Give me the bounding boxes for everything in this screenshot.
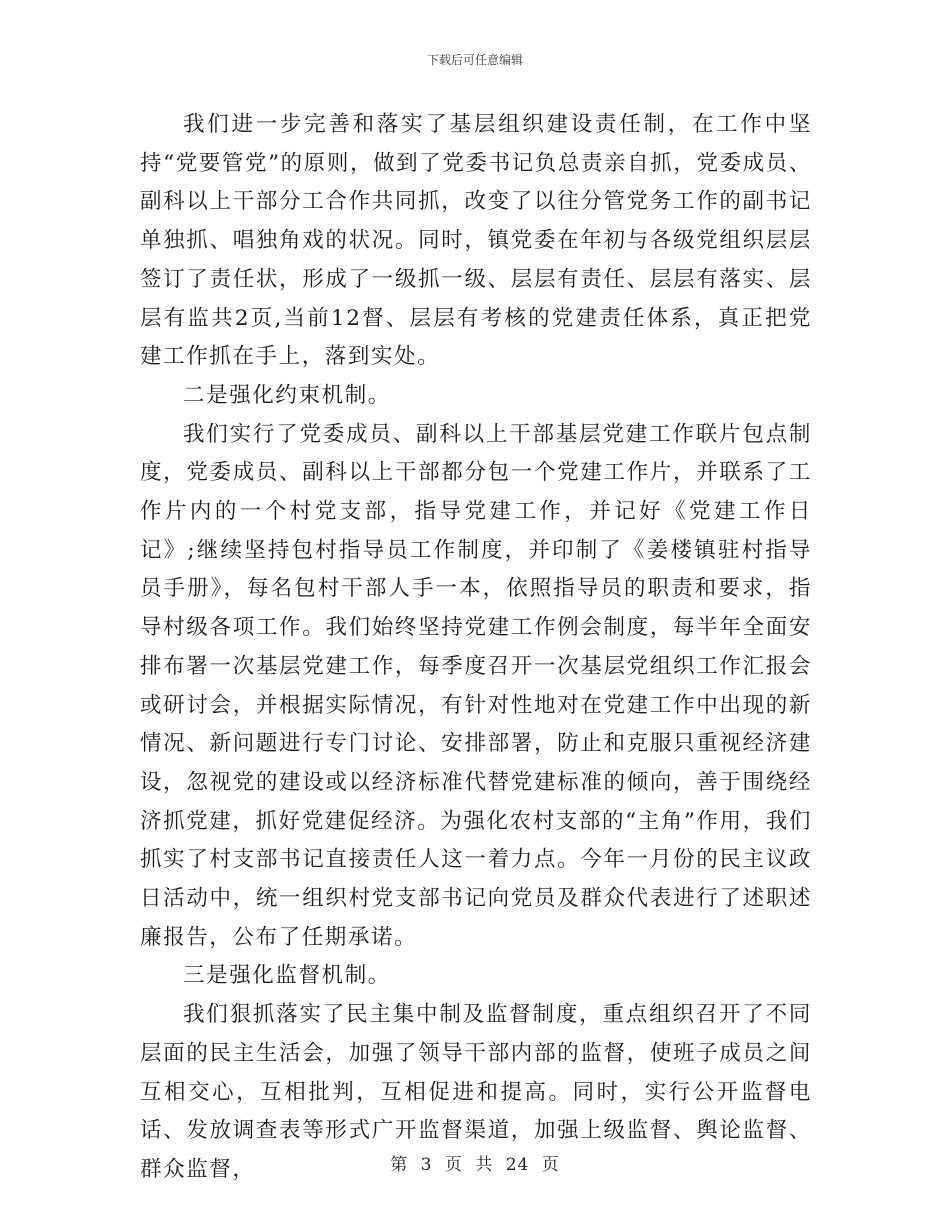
paragraph-constraint-mechanism: 我们实行了党委成员、副科以上干部基层党建工作联片包点制度，党委成员、副科以上干部都分包一个党建工作片，并联系了工作片内的一个村党支部，指导党建工作，并记好《党建工作日记》;继续坚持包村指导员工作制度，并印制了《姜楼镇驻村指导员手册》，每名包村干部人手一本，依照指导员的职责和要求，指导村级各项工作。我们始终坚持党建工作例会制度，每半年全面安排布署一次基层党建工作，每季度召开一次基层党组织工作汇报会或研讨会，并根据实际情况，有针对性地对在党建工作中出现的新情况、新问题进行专门讨论、安排部署，防止和克服只重视经济建设，忽视党的建设或以经济标准代替党建标准的倾向，善于围绕经济抓党建，抓好党建促经济。为强化农村支部的“主角”作用，我们抓实了村支部书记直接责任人这一着力点。今年一月份的民主议政日活动中，统一组织村党支部书记向党员及群众代表进行了述职述廉报告，公布了任期承诺。 [140,421,812,950]
document-body [140,106,812,1190]
section-heading-constraint-mechanism: 二是强化约束机制。 [183,382,391,408]
paragraph-responsibility-system: 我们进一步完善和落实了基层组织建设责任制，在工作中坚持“党要管党”的原则，做到了党委书记负总责亲自抓，党委成员、副科以上干部分工合作共同抓，改变了以往分管党务工作的副书记单独抓、唱独角戏的状况。同时，镇党委在年初与各级党组织层层签订了责任状，形成了一级抓一级、层层有责任、层层有落实、层层有监共2页,当前12督、层层有考核的党建责任体系，真正把党建工作抓在手上，落到实处。 [140,112,812,370]
page-number-footer: 第 3 页 共 24 页 [390,1155,560,1175]
section-heading-supervision-mechanism: 三是强化监督机制。 [183,963,391,989]
page-header-note: 下载后可任意编辑 [426,53,523,67]
paragraph-supervision-mechanism: 我们狠抓落实了民主集中制及监督制度，重点组织召开了不同层面的民主生活会，加强了领导干部内部的监督，使班子成员之间互相交心，互相批判，互相促进和提高。同时，实行公开监督电话、发放调查表等形式广开监督渠道，加强上级监督、舆论监督、群众监督， [140,1002,812,1182]
